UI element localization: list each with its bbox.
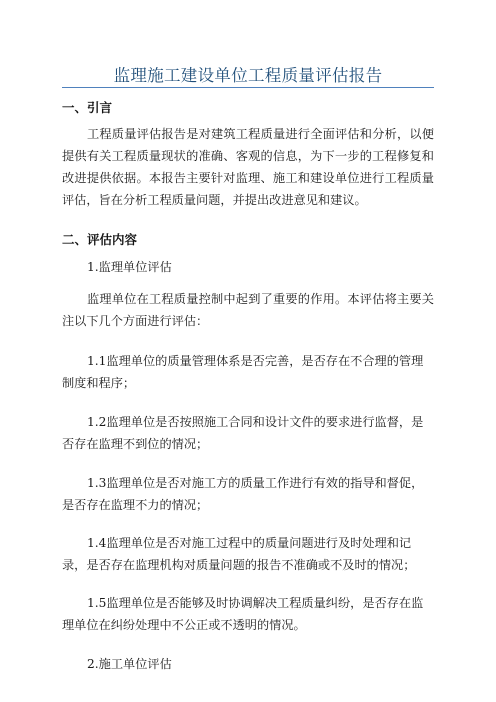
document-title: 监理施工建设单位工程质量评估报告 bbox=[113, 66, 383, 85]
list-item: 1.5监理单位是否能够及时协调解决工程质量纠纷，是否存在监理单位在纠纷处理中不公正或不透明的情况。 bbox=[62, 596, 424, 632]
list-item: 1.1监理单位的质量管理体系是否完善，是否存在不合理的管理制度和程序； bbox=[62, 354, 424, 390]
subheading-supervision-unit: 1.监理单位评估 bbox=[87, 260, 172, 274]
list-item: 1.4监理单位是否对施工过程中的质量问题进行及时处理和记录，是否存在监理机构对质量问题的报告不准确或不及时的情况； bbox=[62, 536, 416, 572]
subheading-construction-unit: 2.施工单位评估 bbox=[87, 657, 172, 671]
section-heading-evaluation: 二、评估内容 bbox=[62, 232, 138, 247]
introduction-paragraph: 工程质量评估报告是对建筑工程质量进行全面评估和分析，以便提供有关工程质量现状的准确、客观的信息，为下一步的工程修复和改进提供依据。本报告主要针对监理、施工和建设单位进行工程质量评估，旨在分析工程质量问题，并提出改进意见和建议。 bbox=[62, 127, 434, 207]
supervision-intro-paragraph: 监理单位在工程质量控制中起到了重要的作用。本评估将主要关注以下几个方面进行评估： bbox=[62, 292, 434, 328]
title-underline bbox=[62, 87, 434, 88]
list-item: 1.3监理单位是否对施工方的质量工作进行有效的指导和督促，是否存在监理不力的情况； bbox=[62, 476, 424, 512]
section-heading-introduction: 一、引言 bbox=[62, 100, 113, 115]
list-item: 1.2监理单位是否按照施工合同和设计文件的要求进行监督，是否存在监理不到位的情况； bbox=[62, 415, 424, 451]
